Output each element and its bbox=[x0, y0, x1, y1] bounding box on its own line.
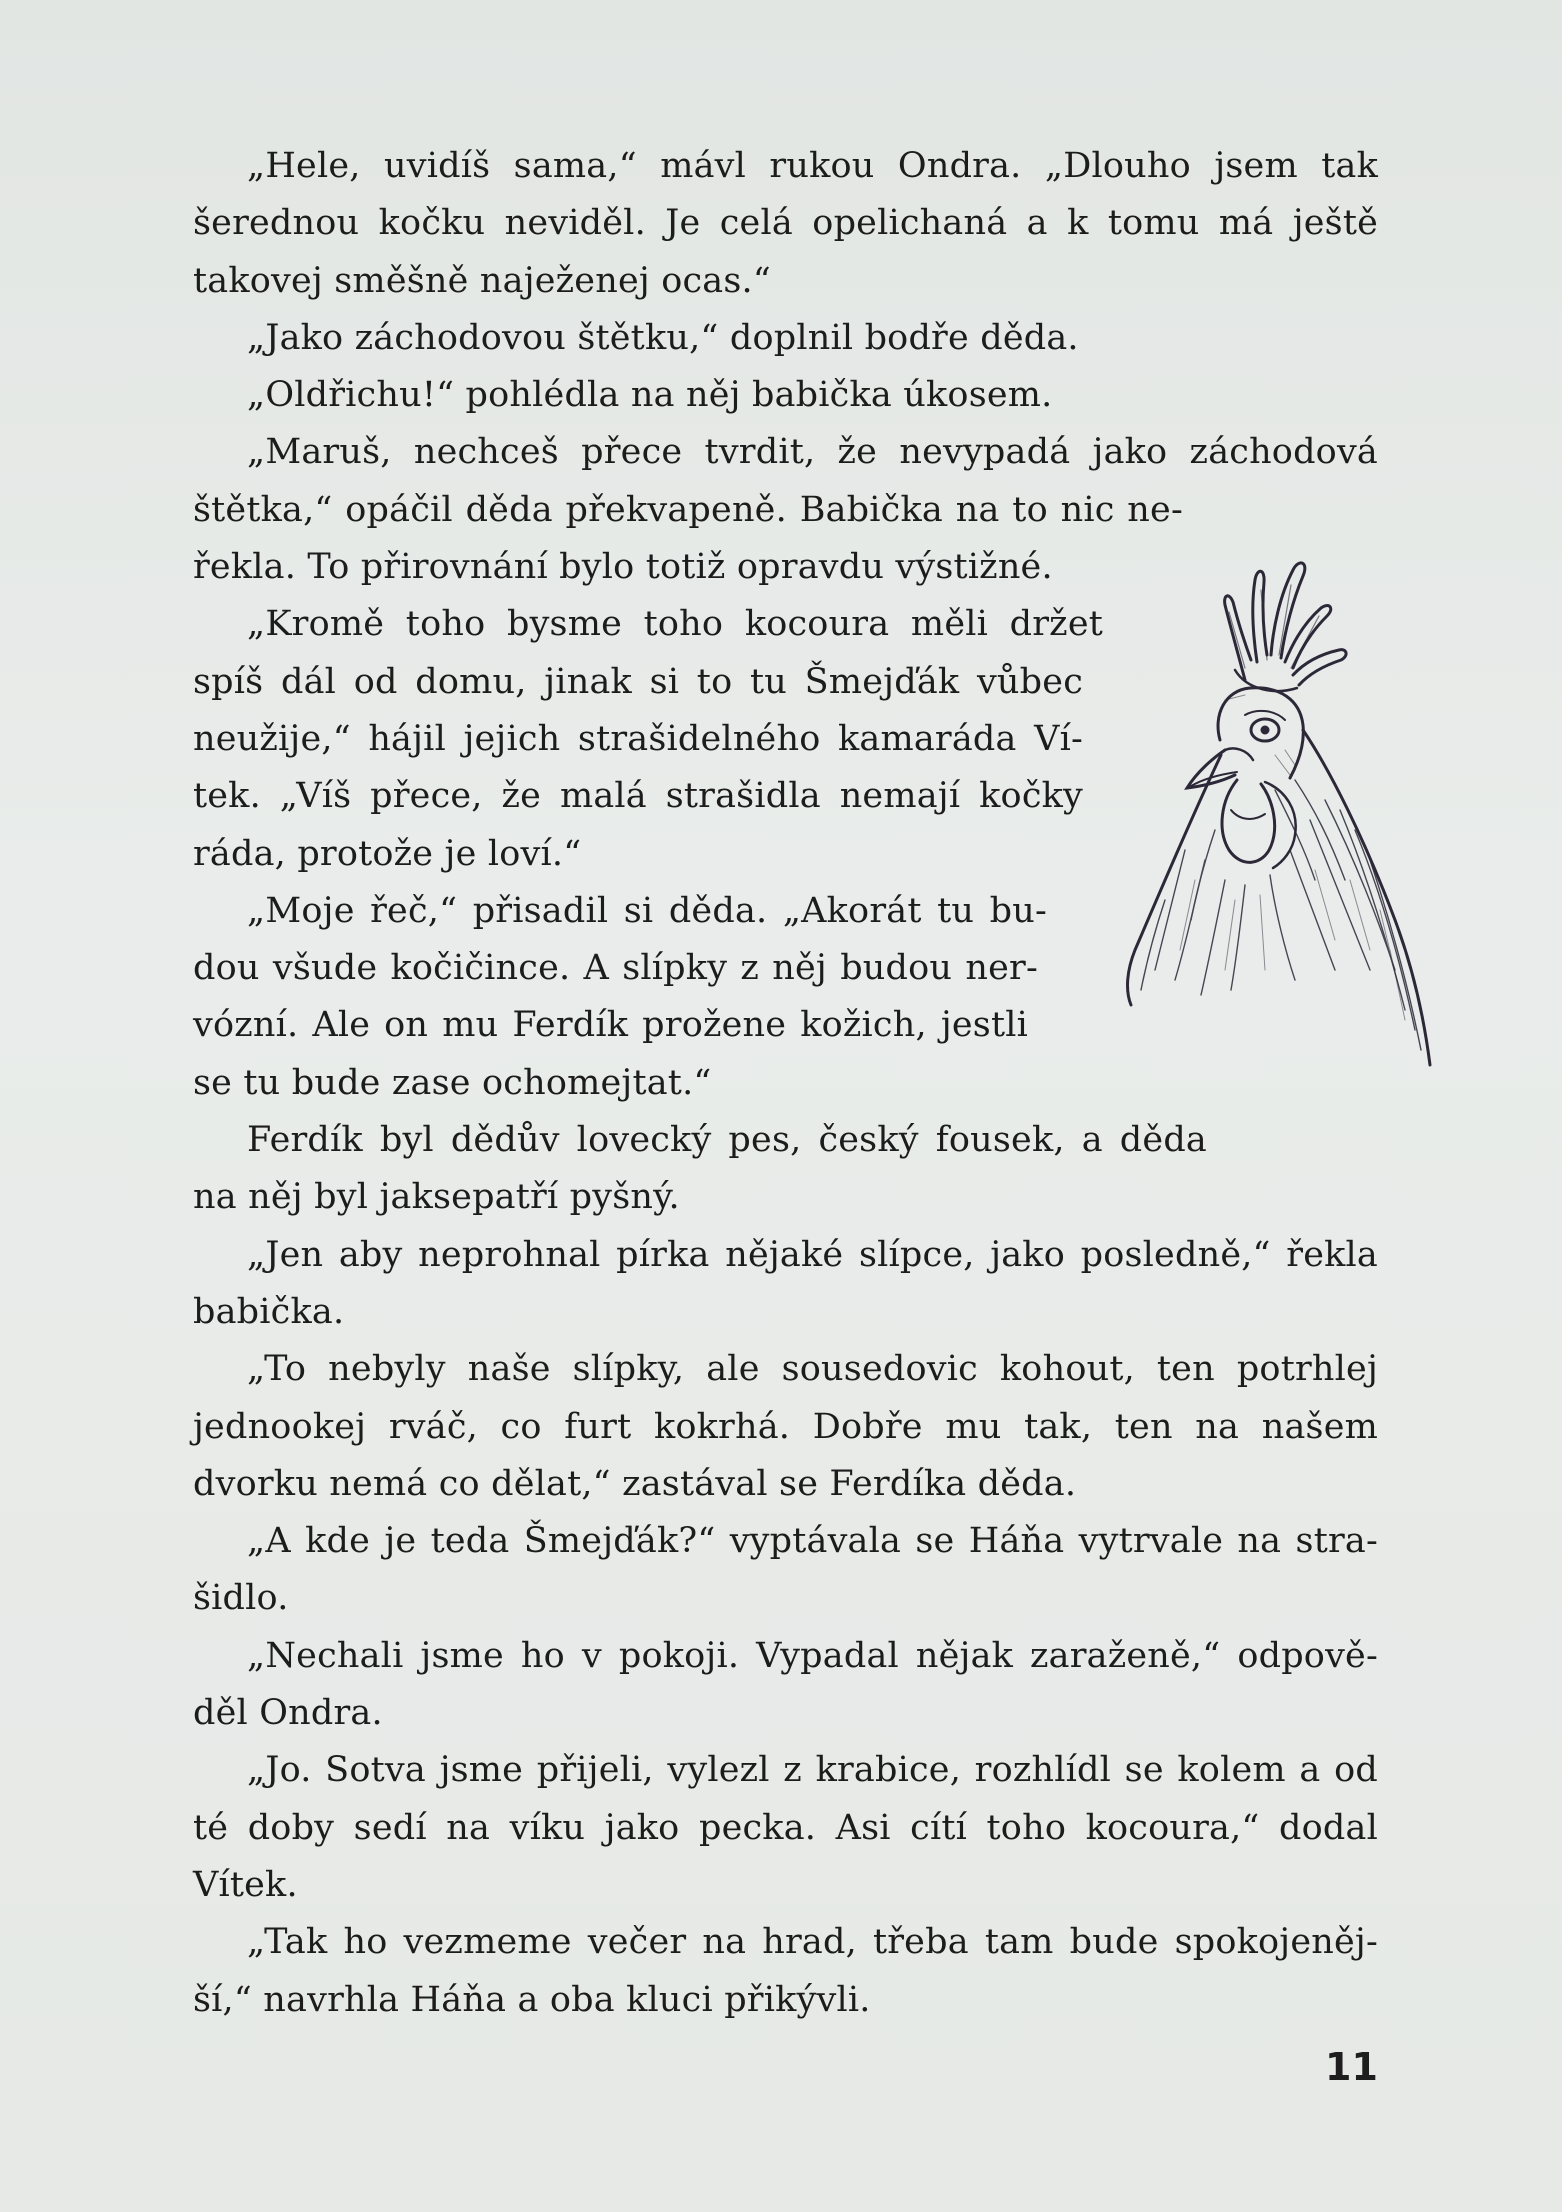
text-line: „Jen aby neprohnal pírka nějaké slípce, jako posledně,“ řekla bbox=[247, 1234, 1378, 1275]
text-line: „A kde je teda Šmejďák?“ vyptávala se Háňa vytrvale na stra- bbox=[247, 1521, 1378, 1562]
text-line: „Oldřichu!“ pohlédla na něj babička úkosem. bbox=[247, 375, 1053, 416]
text-line: Vítek. bbox=[193, 1864, 298, 1905]
rooster-illustration bbox=[1125, 550, 1435, 1080]
text-line: „Moje řeč,“ přisadil si děda. „Akorát tu bu- bbox=[247, 890, 1047, 931]
text-line: „To nebyly naše slípky, ale sousedovic kohout, ten potrhlej bbox=[247, 1349, 1378, 1390]
text-line: spíš dál od domu, jinak si to tu Šmejďák vůbec bbox=[193, 661, 1083, 702]
text-line: té doby sedí na víku jako pecka. Asi cítí toho kocoura,“ dodal bbox=[193, 1807, 1378, 1848]
text-line: tek. „Víš přece, že malá strašidla nemají kočky bbox=[193, 776, 1083, 817]
text-line: ší,“ navrhla Háňa a oba kluci přikývli. bbox=[193, 1979, 871, 2020]
page-number: 11 bbox=[1325, 2045, 1378, 2089]
text-line: Ferdík byl dědův lovecký pes, český fousek, a děda bbox=[247, 1120, 1207, 1161]
text-line: „Tak ho vezmeme večer na hrad, třeba tam bude spokojeněj- bbox=[247, 1922, 1378, 1963]
text-line: šerednou kočku neviděl. Je celá opelichaná a k tomu má ještě bbox=[193, 203, 1378, 244]
text-line: babička. bbox=[193, 1291, 345, 1332]
text-line: takovej směšně naježenej ocas.“ bbox=[193, 260, 771, 301]
text-line: dvorku nemá co dělat,“ zastával se Ferdíka děda. bbox=[193, 1463, 1077, 1504]
text-line: se tu bude zase ochomejtat.“ bbox=[193, 1062, 712, 1103]
text-line: „Maruš, nechceš přece tvrdit, že nevypadá jako záchodová bbox=[247, 432, 1378, 473]
text-line: řekla. To přirovnání bylo totiž opravdu výstižné. bbox=[193, 547, 1053, 588]
text-line: jednookej rváč, co furt kokrhá. Dobře mu tak, ten na našem bbox=[193, 1406, 1378, 1447]
text-line: „Jo. Sotva jsme přijeli, vylezl z krabice, rozhlídl se kolem a od bbox=[247, 1750, 1378, 1791]
text-line: děl Ondra. bbox=[193, 1693, 383, 1734]
text-line: vózní. Ale on mu Ferdík prožene kožich, jestli bbox=[193, 1005, 1028, 1046]
text-line: štětka,“ opáčil děda překvapeně. Babička na to nic ne- bbox=[193, 489, 1183, 530]
text-line: dou všude kočičince. A slípky z něj budou ner- bbox=[193, 948, 1038, 989]
text-line: „Kromě toho bysme toho kocoura měli držet bbox=[247, 604, 1103, 645]
text-line: ráda, protože je loví.“ bbox=[193, 833, 582, 874]
text-line: neužije,“ hájil jejich strašidelného kamaráda Ví- bbox=[193, 718, 1083, 759]
text-line: šidlo. bbox=[193, 1578, 289, 1619]
text-line: „Jako záchodovou štětku,“ doplnil bodře děda. bbox=[247, 317, 1079, 358]
text-line: „Nechali jsme ho v pokoji. Vypadal nějak zaraženě,“ odpově- bbox=[247, 1635, 1378, 1676]
text-line: na něj byl jaksepatří pyšný. bbox=[193, 1177, 680, 1218]
body-text bbox=[193, 138, 1378, 2029]
text-line: „Hele, uvidíš sama,“ mávl rukou Ondra. „Dlouho jsem tak bbox=[247, 146, 1378, 186]
